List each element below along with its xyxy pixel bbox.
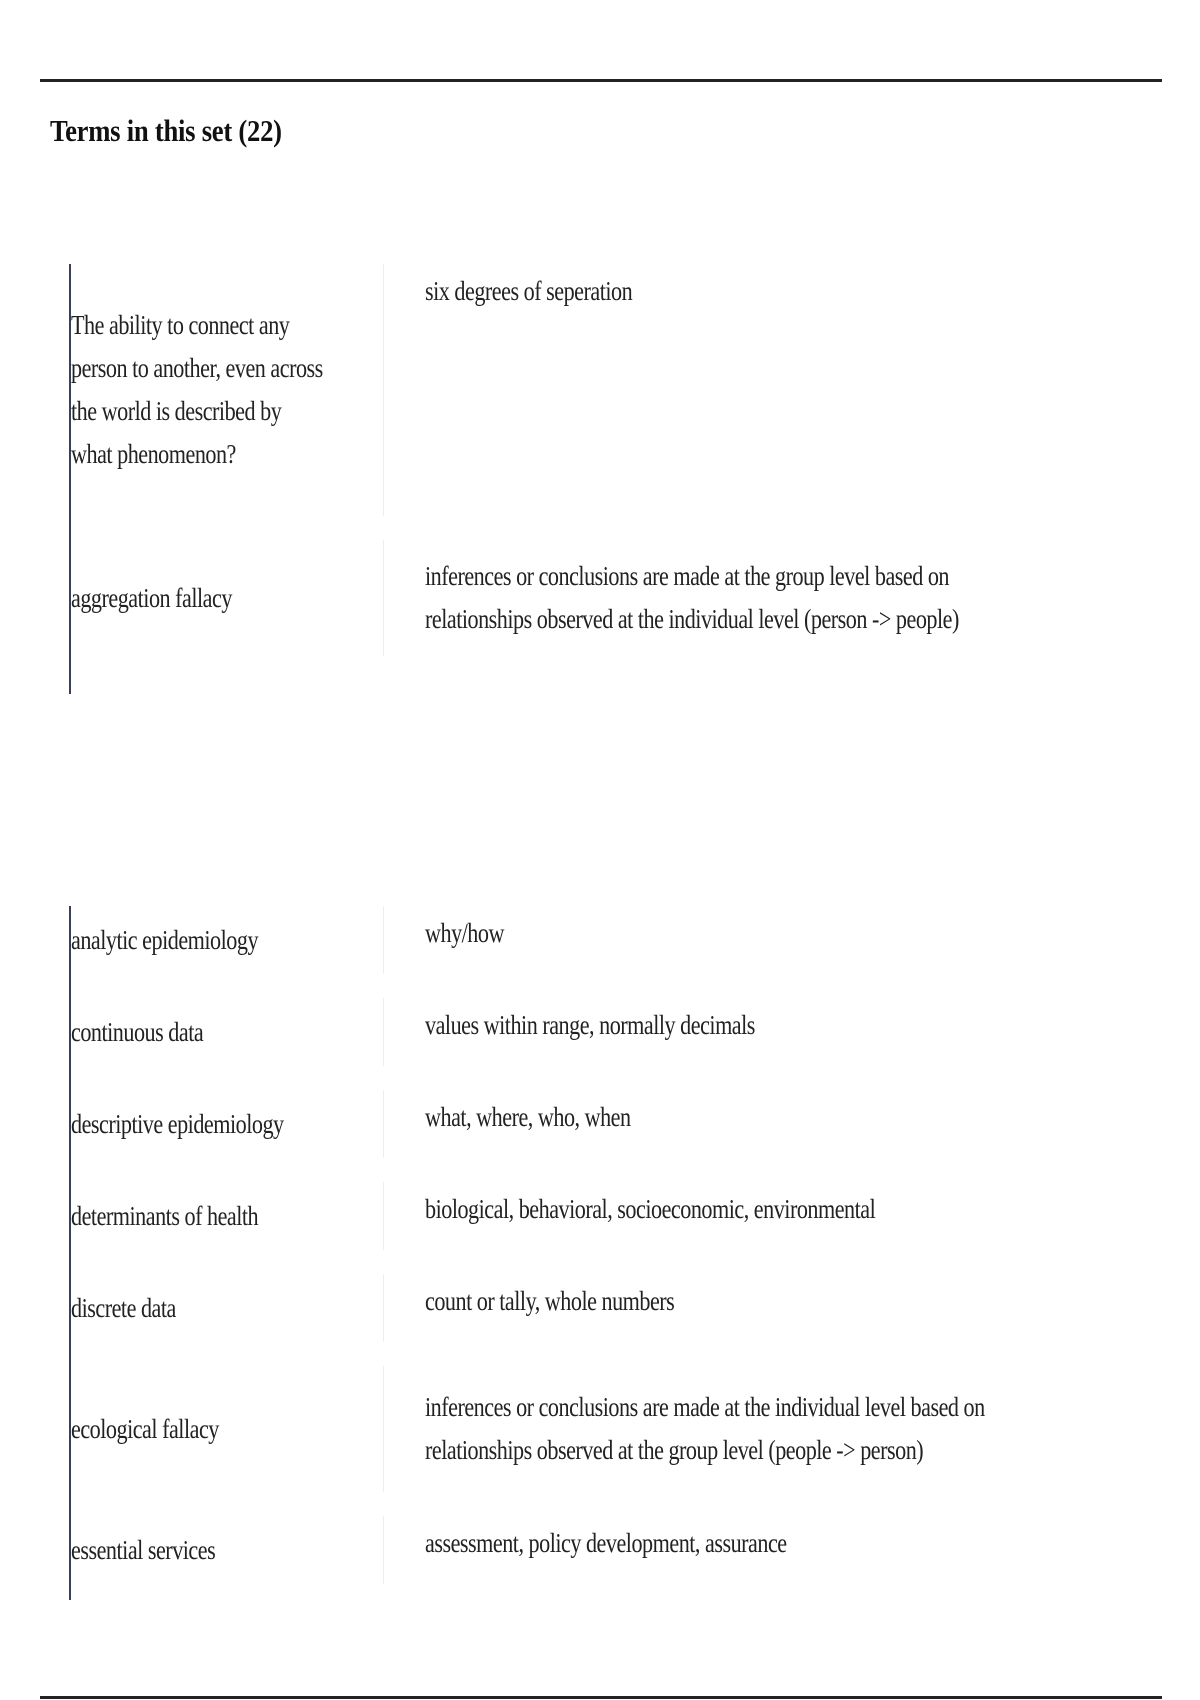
- bottom-divider: [40, 1696, 1162, 1699]
- card-definition: what, where, who, when: [383, 1090, 1111, 1158]
- card-term: continuous data: [71, 1016, 204, 1047]
- card-definition: why/how: [383, 906, 1111, 974]
- term-card[interactable]: [71, 540, 1111, 656]
- card-definition: biological, behavioral, socioeconomic, environmental: [383, 1182, 1111, 1250]
- card-definition: count or tally, whole numbers: [383, 1274, 1111, 1342]
- term-card[interactable]: [71, 1090, 1111, 1158]
- term-group: [69, 906, 1111, 1600]
- terms-set-heading: Terms in this set (22): [50, 113, 282, 148]
- term-card[interactable]: [71, 1274, 1111, 1342]
- term-card[interactable]: [71, 906, 1111, 974]
- card-definition: inferences or conclusions are made at the individual level based on relationships observed at the group level (people -> person): [383, 1366, 1111, 1492]
- term-card[interactable]: [71, 1516, 1111, 1584]
- card-term: The ability to connect any person to another, even across the world is described by what phenomenon?: [71, 310, 323, 469]
- card-term: aggregation fallacy: [71, 582, 232, 613]
- top-divider: [40, 79, 1162, 82]
- term-card[interactable]: [71, 264, 1111, 516]
- term-card[interactable]: [71, 998, 1111, 1066]
- card-definition: assessment, policy development, assurance: [383, 1516, 1111, 1584]
- card-definition: inferences or conclusions are made at the group level based on relationships observed at the individual level (person -> people): [383, 540, 1111, 656]
- card-definition: values within range, normally decimals: [383, 998, 1111, 1066]
- term-card[interactable]: [71, 1366, 1111, 1492]
- card-definition: six degrees of seperation: [383, 264, 1111, 516]
- card-term: determinants of health: [71, 1200, 259, 1231]
- term-group: [69, 264, 1111, 694]
- card-term: descriptive epidemiology: [71, 1108, 284, 1139]
- card-term: ecological fallacy: [71, 1413, 219, 1444]
- card-term: essential services: [71, 1534, 216, 1565]
- card-term: discrete data: [71, 1292, 176, 1323]
- card-term: analytic epidemiology: [71, 924, 259, 955]
- term-card[interactable]: [71, 1182, 1111, 1250]
